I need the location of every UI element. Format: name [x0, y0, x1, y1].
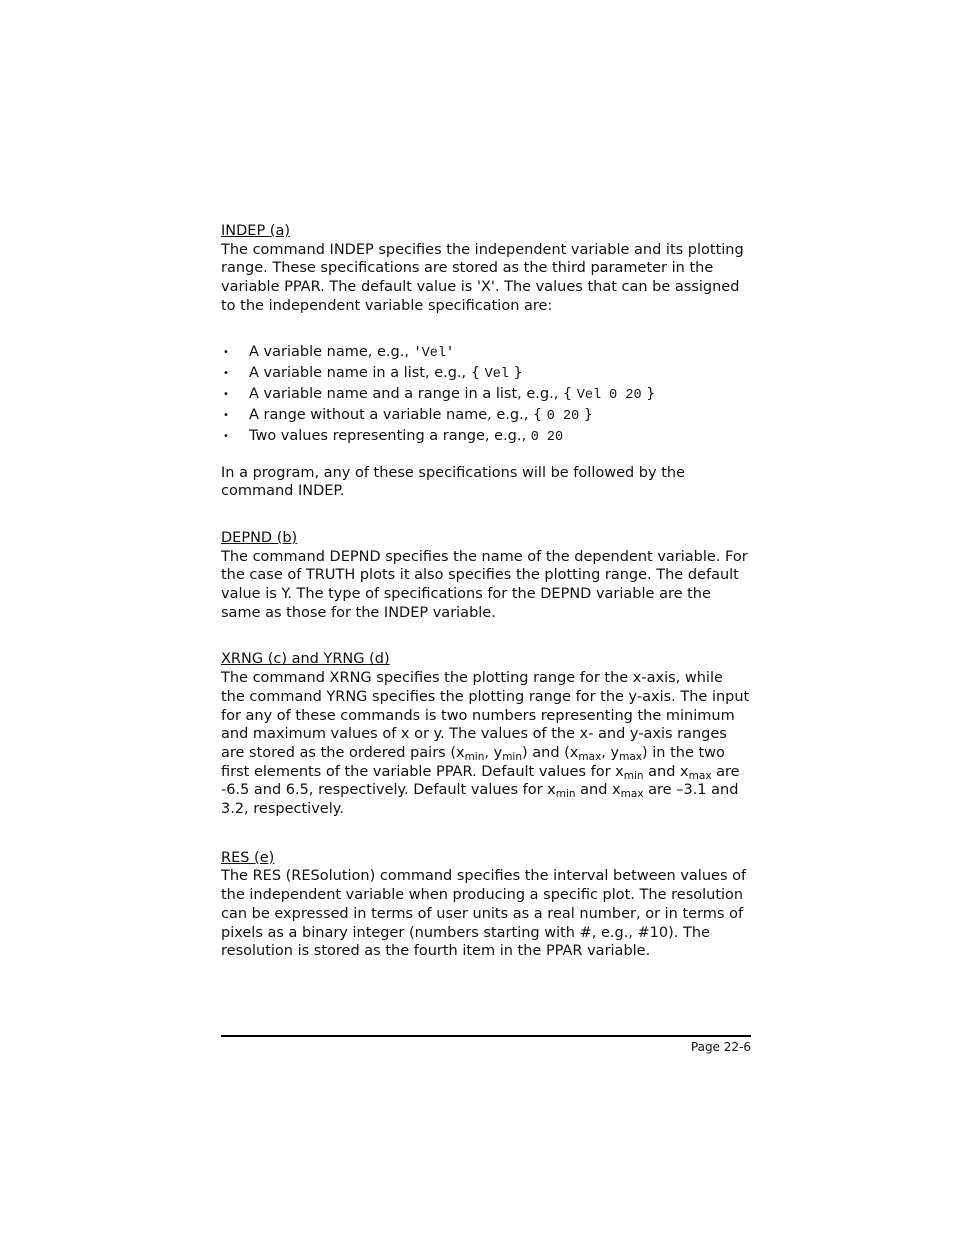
depnd-description: The command DEPND specifies the name of the dependent variable. For the case of TRUTH plots it also specifies the plotting range. The default value is Y. The type of specifications for the DEPND variable are the same as those for the INDEP variable. — [221, 548, 748, 621]
code-sample: Vel 0 20 — [576, 387, 642, 403]
indep-heading: INDEP (a) — [221, 223, 291, 239]
indep-bullet-list — [221, 342, 751, 447]
res-description: The RES (RESolution) command specifies the interval between values of the independent variable when producing a specific plot. The resolution can be expressed in terms of user units as a real number, or in terms of pixels as a binary integer (numbers starting with #, e.g., #10). The resolution is stored as the fourth item in the PPAR variable. — [221, 868, 747, 960]
code-sample: Vel — [484, 366, 509, 382]
page-number: Page 22-6 — [690, 1040, 751, 1054]
code-sample: 0 20 — [530, 429, 564, 445]
rng-description: The command XRNG specifies the plotting range for the x-axis, while the command YRNG specifies the plotting range for the y-axis. The input for any of these commands is two numbers representing the minimum and maximum values of x or y. The values of the x- and y-axis ranges are stored as the ordered pairs ($x_{min}$, $y_{min}$) and ($x_{max}$, $y_{max}$) in the two first elements of the variable PPAR. Default values for $x_{min}$ and $x_{max}$ are -6.5 and 6.5, respectively. Default values for $x_{min}$ and $x_{max}$ are –3.1 and 3.2, respectively. — [221, 670, 750, 818]
page-body — [221, 222, 751, 961]
bullet-item: • Two values representing a range, e.g., 0 20 — [221, 426, 751, 447]
footer-divider — [221, 1035, 751, 1037]
bullet-item: • A variable name and a range in a list, e.g., { Vel 0 20 } — [221, 384, 751, 405]
indep-description: The command INDEP specifies the independent variable and its plotting range. These specifications are stored as the third parameter in the variable PPAR. The default value is 'X'. The values that can be assigned to the independent variable specification are: — [221, 241, 744, 314]
code-sample: 0 20 — [546, 408, 580, 424]
depnd-heading: DEPND (b) — [221, 529, 298, 546]
bullet-item: • A variable name, e.g., 'Vel' — [221, 342, 751, 363]
bullet-item: • A range without a variable name, e.g., { 0 20 } — [221, 405, 751, 426]
bullet-item: • A variable name in a list, e.g., { Vel } — [221, 363, 751, 384]
indep-program-note: In a program, any of these specifications will be followed by the command INDEP. — [221, 464, 685, 500]
res-heading: RES (e) — [221, 849, 275, 866]
code-sample: Vel — [421, 345, 446, 361]
rng-heading: XRNG (c) and YRNG (d) — [221, 651, 390, 668]
